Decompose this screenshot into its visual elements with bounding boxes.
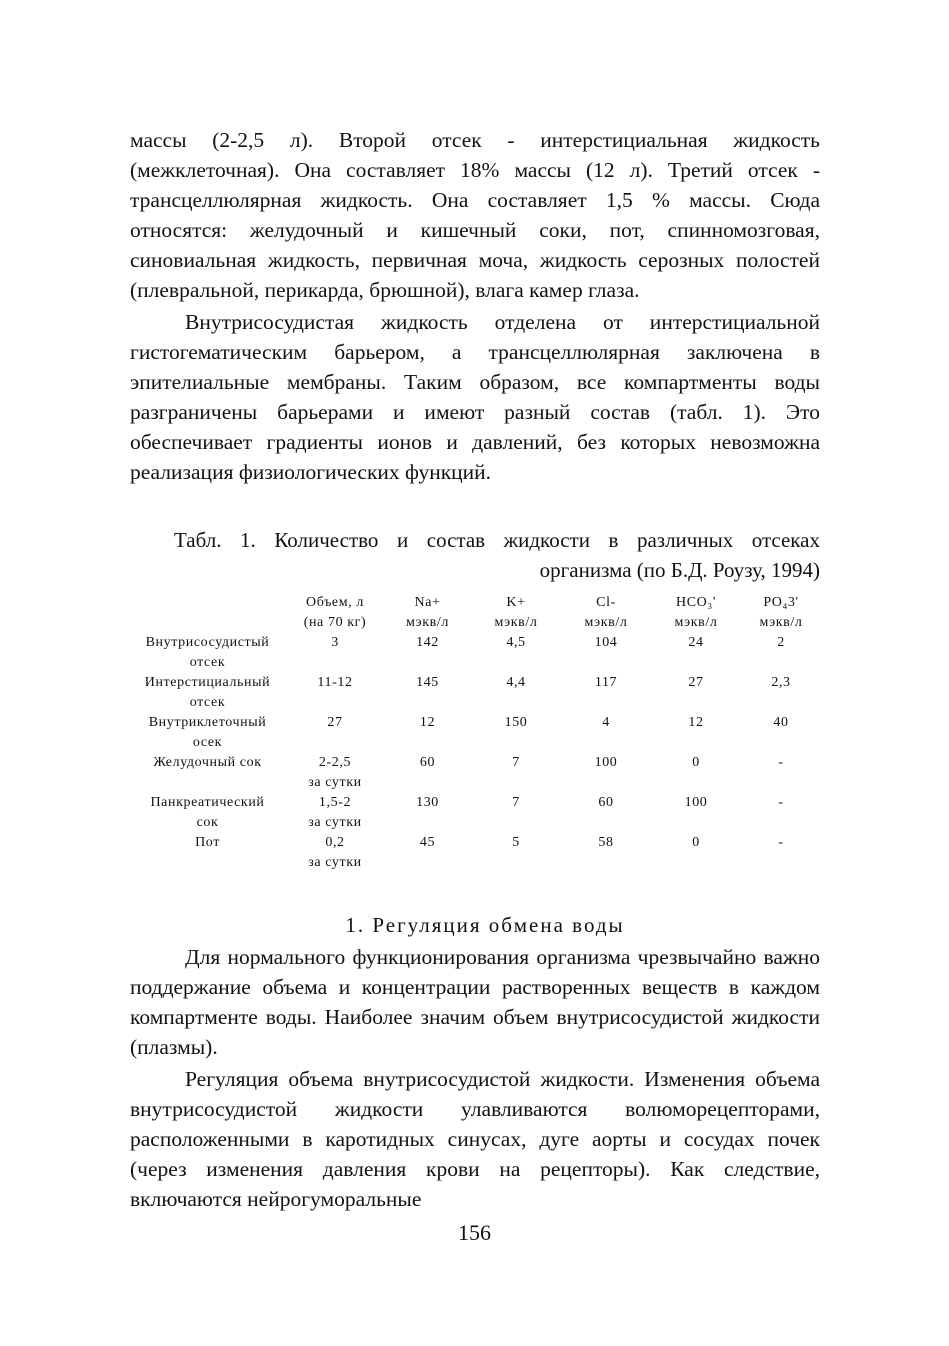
cell-k: 4,5 xyxy=(506,635,526,650)
table-header-cell: K+ мэкв/л xyxy=(494,595,538,630)
cell-cl: 104 xyxy=(594,635,618,650)
cell-po4: 40 xyxy=(773,715,789,730)
table-caption xyxy=(130,525,820,585)
section-water-regulation xyxy=(130,910,820,1214)
page-number: 156 xyxy=(458,1220,491,1245)
cell-po4: - xyxy=(778,755,784,770)
cell-hco3: 0 xyxy=(692,755,700,770)
cell-cl: 4 xyxy=(602,715,610,730)
paragraph-intro: массы (2-2,5 л). Второй отсек - интерстициальная жидкость (межклеточная). Она составляет 18% массы (12 л). Третий отсек - трансцеллюлярная жидкость. Она составляет 1,5 % массы. Сюда относятся: желудочный и кишечный соки, пот, спинномозговая, синовиальная жидкость, первичная моча, жидкость серозных полостей (плевральной, перикарда, брюшной), влага камер глаза. xyxy=(130,128,820,302)
row-label: Интерстициальный отсек xyxy=(144,675,271,710)
table-header-cell: Na+ мэкв/л xyxy=(406,595,449,630)
row-label: Желудочный сок xyxy=(153,755,262,770)
cell-k: 7 xyxy=(512,755,520,770)
cell-k: 4,4 xyxy=(506,675,526,690)
cell-k: 150 xyxy=(504,715,528,730)
cell-k: 5 xyxy=(512,835,520,850)
table-caption-line2: организма (по Б.Д. Роузу, 1994) xyxy=(539,558,820,582)
table-header-row xyxy=(130,593,820,633)
cell-volume: 11-12 xyxy=(317,675,353,690)
cell-cl: 60 xyxy=(598,795,614,810)
cell-na: 45 xyxy=(419,835,436,850)
cell-na: 130 xyxy=(416,795,439,810)
cell-hco3: 100 xyxy=(684,795,708,810)
section-heading: 1. Регуляция обмена воды xyxy=(345,913,625,937)
cell-volume: 1,5-2 за сутки xyxy=(308,795,362,830)
table-header-cell: Cl- мэкв/л xyxy=(584,595,628,630)
table-row xyxy=(130,833,820,873)
table-row xyxy=(130,753,820,793)
table-row xyxy=(130,673,820,713)
paragraph-normal-function: Для нормального функционирования организма чрезвычайно важно поддержание объема и концентрации растворенных веществ в каждом компартменте воды. Наиболее значим объем внутрисосудистой жидкости (плазмы). xyxy=(130,945,820,1059)
paragraph-volume-regulation: Регуляция объема внутрисосудистой жидкости. Изменения объема внутрисосудистой жидкости улавливаются волюморецепторами, расположенными в каротидных синусах, дуге аорты и сосудах почек (через изменения давления крови на рецепторы). Как следствие, включаются нейрогуморальные xyxy=(130,1067,820,1211)
row-label: Внутрисосудистый отсек xyxy=(145,635,270,670)
cell-hco3: 24 xyxy=(688,635,704,650)
table-caption-line1: Табл. 1. Количество и состав жидкости в различных отсеках xyxy=(174,528,820,552)
cell-na: 145 xyxy=(416,675,439,690)
cell-volume: 0,2 за сутки xyxy=(308,835,362,870)
row-label: Пот xyxy=(195,835,220,850)
table-header-cell xyxy=(130,593,285,633)
cell-na: 60 xyxy=(419,755,436,770)
cell-volume: 27 xyxy=(327,715,343,730)
cell-cl: 58 xyxy=(598,835,614,850)
cell-k: 7 xyxy=(512,795,520,810)
cell-hco3: 27 xyxy=(688,675,704,690)
table-header-cell: Объем, л (на 70 кг) xyxy=(303,595,367,630)
cell-cl: 117 xyxy=(594,675,618,690)
row-label: Внутриклеточный осек xyxy=(148,715,267,750)
table-row xyxy=(130,793,820,833)
fluid-composition-table xyxy=(130,593,820,873)
row-label: Панкреатический сок xyxy=(150,795,265,830)
table-header-cell: HCO₃' мэкв/л xyxy=(674,595,718,630)
cell-volume: 2-2,5 за сутки xyxy=(308,755,362,790)
table-row xyxy=(130,633,820,673)
cell-na: 142 xyxy=(416,635,439,650)
cell-po4: 2,3 xyxy=(771,675,791,690)
cell-na: 12 xyxy=(419,715,436,730)
table-header-cell: PO₄3' мэкв/л xyxy=(759,595,803,630)
cell-hco3: 0 xyxy=(692,835,700,850)
paragraph-barriers: Внутрисосудистая жидкость отделена от интерстициальной гистогематическим барьером, а трансцеллюлярная заключена в эпителиальные мембраны. Таким образом, все компартменты воды разграничены барьерами и имеют разный состав (табл. 1). Это обеспечивает градиенты ионов и давлений, без которых невозможна реализация физиологических функций. xyxy=(130,310,820,484)
cell-cl: 100 xyxy=(594,755,618,770)
page-body xyxy=(130,125,820,1211)
table-row xyxy=(130,713,820,753)
cell-volume: 3 xyxy=(331,635,339,650)
cell-po4: - xyxy=(778,795,784,810)
cell-hco3: 12 xyxy=(688,715,704,730)
cell-po4: - xyxy=(778,835,784,850)
cell-po4: 2 xyxy=(777,635,785,650)
